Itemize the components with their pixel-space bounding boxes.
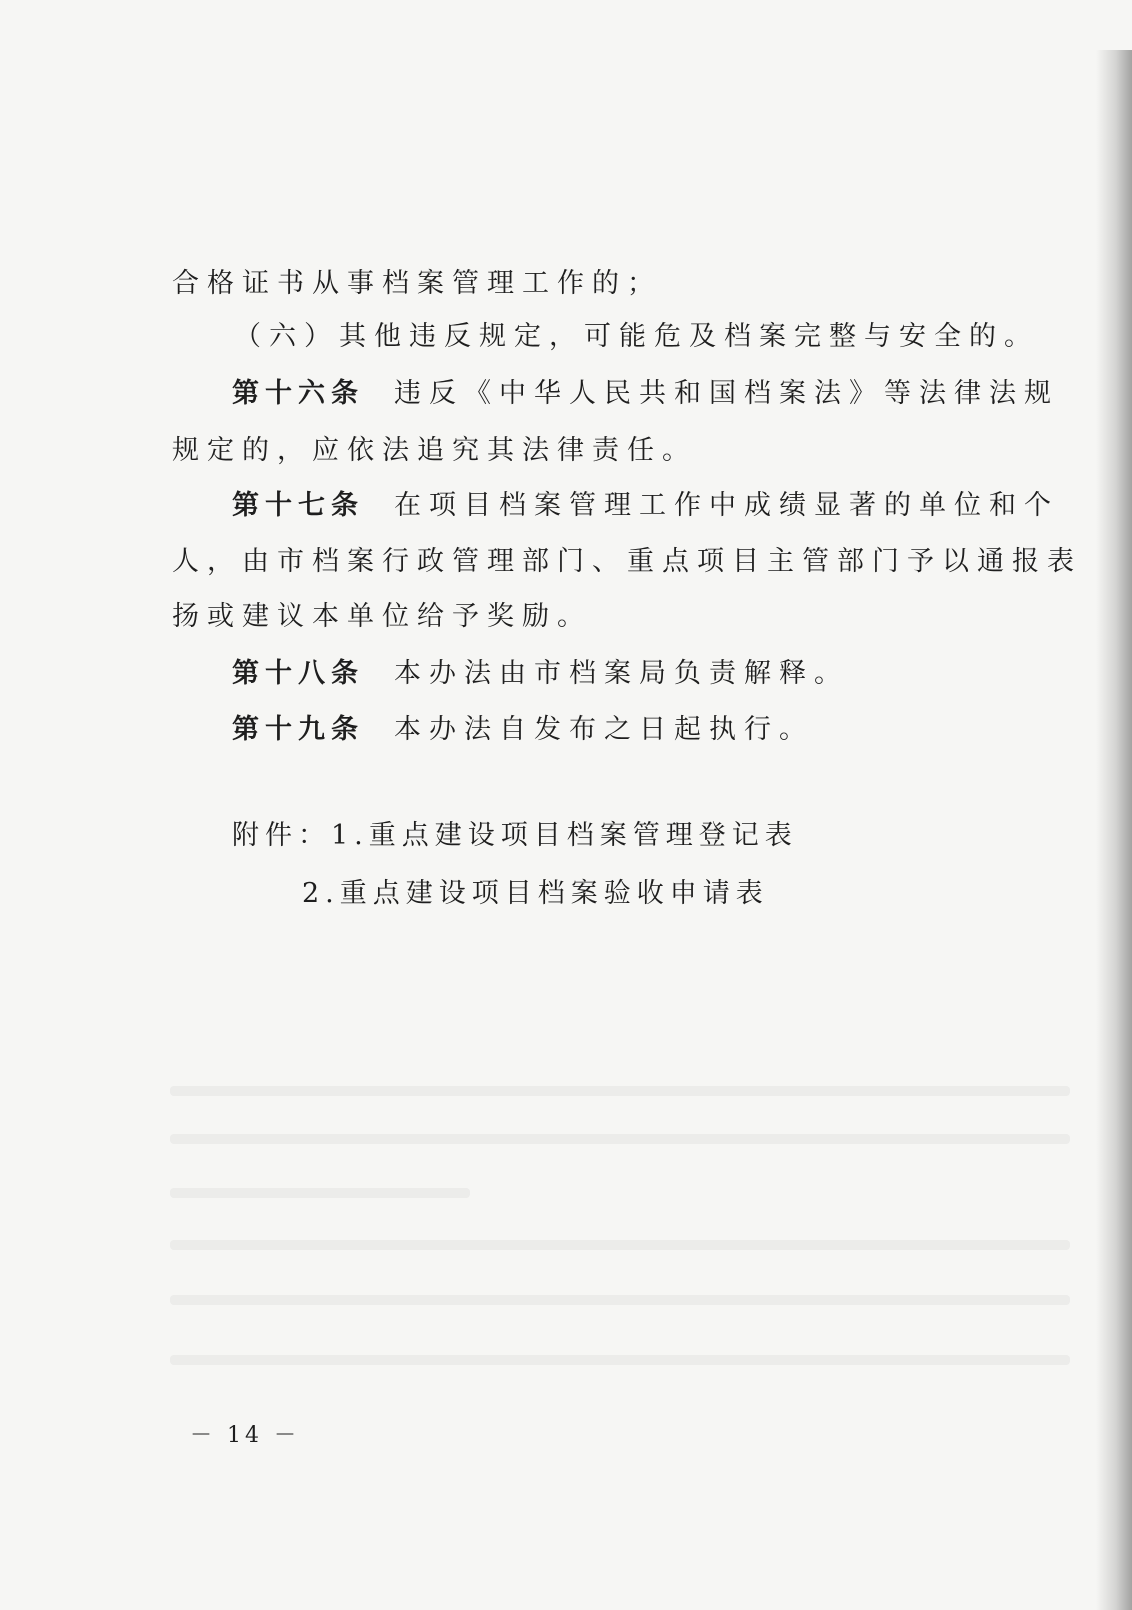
article-18-text: 本办法由市档案局负责解释。 [394,658,849,689]
article-16-line [232,380,1059,407]
article-18-number: 第十八条 [232,658,364,689]
paragraph-line: 合格证书从事档案管理工作的； [172,268,662,299]
bleed-through-mark [170,1086,1070,1096]
scan-edge-shadow [1096,50,1132,1610]
bleed-through-mark [170,1355,1070,1365]
article-16-number: 第十六条 [232,378,364,409]
bleed-through-mark [170,1240,1070,1250]
bleed-through-mark [170,1188,470,1198]
paragraph-line: （六）其他违反规定，可能危及档案完整与安全的。 [234,321,1039,352]
article-16-text: 违反《中华人民共和国档案法》等法律法规 [394,378,1059,409]
bleed-through-mark [170,1295,1070,1305]
page-number: － 14 － [190,1423,300,1448]
article-17-line [232,492,1059,519]
article-16-continuation: 规定的，应依法追究其法律责任。 [172,435,697,466]
bleed-through-mark [170,1134,1070,1144]
article-17-continuation: 扬或建议本单位给予奖励。 [172,601,592,632]
article-18-line [232,660,849,687]
article-17-continuation: 人，由市档案行政管理部门、重点项目主管部门予以通报表 [172,546,1082,577]
article-19-number: 第十九条 [232,714,364,745]
article-19-text: 本办法自发布之日起执行。 [394,714,814,745]
article-17-number: 第十七条 [232,490,364,521]
attachment-2: 2.重点建设项目档案验收申请表 [302,878,769,909]
attachment-1: 附件：1.重点建设项目档案管理登记表 [232,820,798,851]
article-19-line [232,716,814,743]
article-17-text: 在项目档案管理工作中成绩显著的单位和个 [394,490,1059,521]
